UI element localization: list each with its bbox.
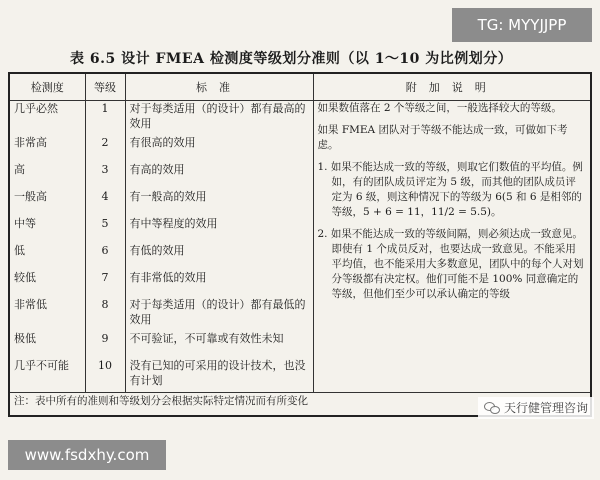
table-row — [9, 101, 591, 135]
note-intro-1: 如果数值落在 2 个等级之间，一般选择较大的等级。 — [317, 102, 562, 114]
header-notes: 附加说明 — [313, 73, 591, 101]
criteria-cell: 有中等程度的效用 — [125, 216, 313, 243]
level-cell: 3 — [85, 162, 125, 189]
level-cell: 4 — [85, 189, 125, 216]
criteria-cell: 不可验证，不可靠或有效性未知 — [125, 331, 313, 358]
criteria-cell: 对于每类适用（的设计）都有最高的效用 — [125, 101, 313, 135]
criteria-cell: 有一般高的效用 — [125, 189, 313, 216]
detection-cell: 非常高 — [9, 135, 85, 162]
header-row — [9, 73, 591, 101]
criteria-cell: 有很高的效用 — [125, 135, 313, 162]
wechat-watermark — [478, 397, 594, 419]
note-intro-2: 如果 FMEA 团队对于等级不能达成一致，可做如下考虑。 — [317, 124, 568, 151]
notes-cell — [313, 101, 591, 393]
detection-cell: 中等 — [9, 216, 85, 243]
level-cell: 2 — [85, 135, 125, 162]
detection-rating-table — [8, 72, 592, 417]
criteria-cell: 有非常低的效用 — [125, 270, 313, 297]
note-item-1: 1. 如果不能达成一致的等级，则取它们数值的平均值。例如，有的团队成员评定为 5 级，而其他的团队成员评定为 6 级，则这种情况下的等级为 6(5 和 6 是相邻的等级，5 + 6 = 11，11/2 = 5.5)。 — [317, 161, 583, 218]
wechat-icon — [484, 402, 500, 414]
site-watermark: www.fsdxhy.com — [8, 440, 166, 470]
header-level: 等级 — [85, 73, 125, 101]
table-footnote: 注：表中所有的准则和等级划分会根据实际特定情况而有所变化 — [9, 393, 591, 417]
detection-cell: 几乎必然 — [9, 101, 85, 135]
detection-cell: 几乎不可能 — [9, 358, 85, 392]
criteria-cell: 有高的效用 — [125, 162, 313, 189]
criteria-cell: 没有已知的可采用的设计技术，也没有计划 — [125, 358, 313, 392]
detection-cell: 高 — [9, 162, 85, 189]
detection-cell: 非常低 — [9, 297, 85, 331]
level-cell: 5 — [85, 216, 125, 243]
header-criteria: 标准 — [125, 73, 313, 101]
criteria-cell: 有低的效用 — [125, 243, 313, 270]
criteria-cell: 对于每类适用（的设计）都有最低的效用 — [125, 297, 313, 331]
level-cell: 7 — [85, 270, 125, 297]
detection-cell: 较低 — [9, 270, 85, 297]
detection-cell: 极低 — [9, 331, 85, 358]
level-cell: 10 — [85, 358, 125, 392]
wechat-watermark-text: 天行健管理咨询 — [503, 401, 588, 415]
table-caption: 表 6.5 设计 FMEA 检测度等级划分准则（以 1～10 为比例划分） — [70, 51, 513, 67]
header-detection: 检测度 — [9, 73, 85, 101]
level-cell: 9 — [85, 331, 125, 358]
detection-cell: 低 — [9, 243, 85, 270]
level-cell: 6 — [85, 243, 125, 270]
level-cell: 1 — [85, 101, 125, 135]
level-cell: 8 — [85, 297, 125, 331]
tg-watermark: TG: MYYJJPP — [452, 8, 592, 42]
note-item-2: 2. 如果不能达成一致的等级间隔，则必须达成一致意见。即使有 1 个成员反对，也要达成一致意见。不能采用平均值，也不能采用大多数意见，团队中的每个人对划分等级都有决定权。他们可能不是 100% 同意确定的等级，但他们至少可以承认确定的等级 — [317, 228, 584, 300]
detection-cell: 一般高 — [9, 189, 85, 216]
